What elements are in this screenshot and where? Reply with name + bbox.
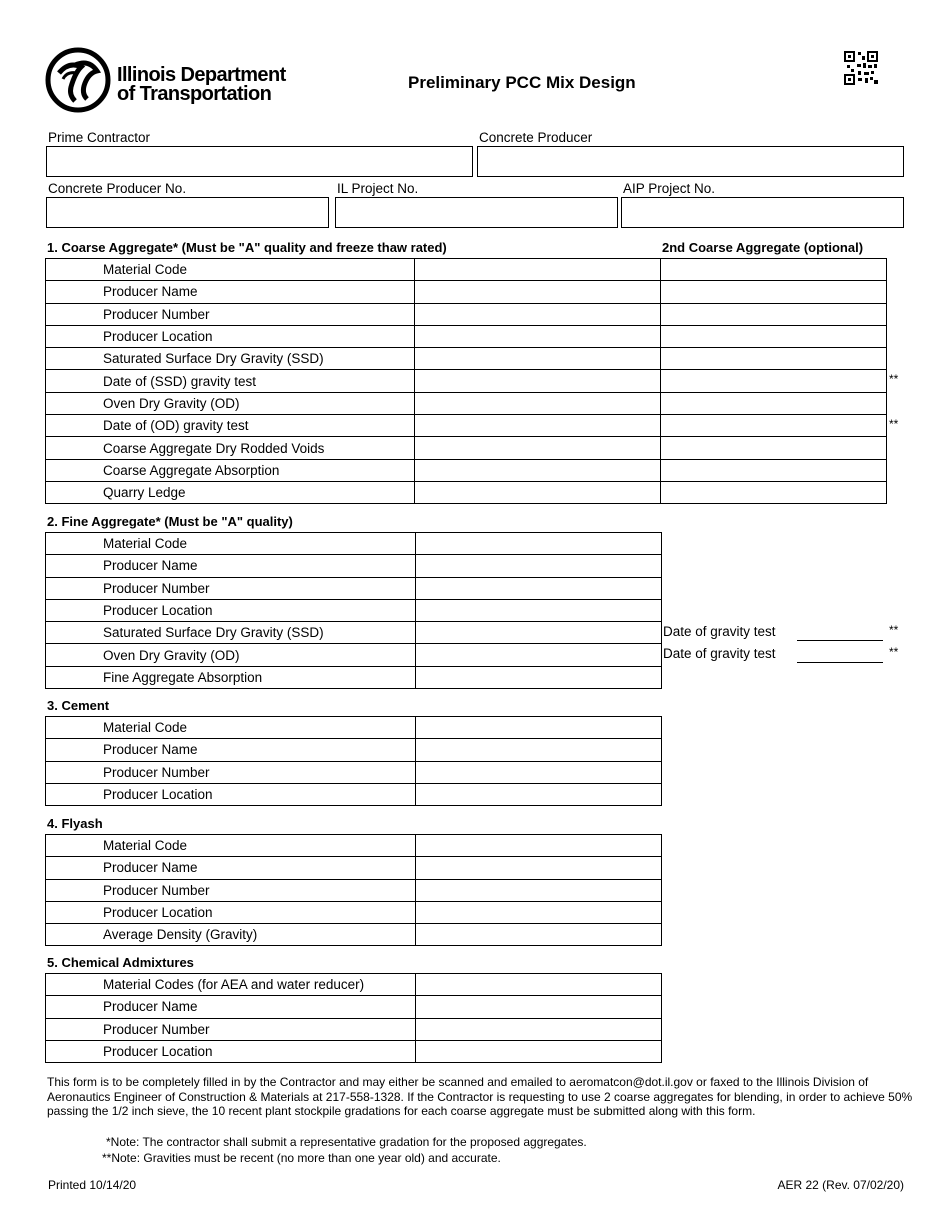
flyash-value-cell[interactable]	[416, 879, 662, 901]
printed-date: Printed 10/14/20	[48, 1178, 137, 1192]
coarse-value-cell[interactable]	[415, 281, 661, 303]
flyash-title: 4. Flyash	[47, 816, 103, 831]
row-label: Fine Aggregate Absorption	[46, 666, 416, 688]
prime-contractor-label: Prime Contractor	[48, 130, 151, 145]
coarse-value-cell[interactable]	[415, 459, 661, 481]
row-label: Producer Number	[46, 303, 415, 325]
il-project-no-field[interactable]	[335, 197, 618, 228]
coarse2-value-cell[interactable]	[661, 437, 887, 459]
cement-table	[45, 716, 662, 806]
row-label: Coarse Aggregate Dry Rodded Voids	[46, 437, 415, 459]
coarse-value-cell[interactable]	[415, 481, 661, 503]
coarse-value-cell[interactable]	[415, 415, 661, 437]
row-label: Producer Number	[46, 761, 416, 783]
fine-aggregate-table	[45, 532, 662, 689]
coarse2-value-cell[interactable]	[661, 259, 887, 281]
concrete-producer-no-label: Concrete Producer No.	[48, 181, 187, 196]
row-label: Date of (SSD) gravity test	[46, 370, 415, 392]
cement-value-cell[interactable]	[416, 717, 662, 739]
table-row	[46, 835, 662, 857]
row-label: Average Density (Gravity)	[46, 924, 416, 946]
gravity-date-label: Date of gravity test	[663, 624, 776, 639]
row-label: Material Code	[46, 259, 415, 281]
table-row	[46, 924, 662, 946]
admix-value-cell[interactable]	[416, 1040, 662, 1062]
aip-project-no-label: AIP Project No.	[623, 181, 716, 196]
aip-project-no-field[interactable]	[621, 197, 904, 228]
table-row	[46, 459, 887, 481]
row-label: Producer Location	[46, 901, 416, 923]
concrete-producer-no-field[interactable]	[46, 197, 329, 228]
coarse2-value-cell[interactable]	[661, 481, 887, 503]
concrete-producer-field[interactable]	[477, 146, 904, 177]
coarse2-value-cell[interactable]	[661, 303, 887, 325]
second-coarse-aggregate-title: 2nd Coarse Aggregate (optional)	[662, 240, 864, 255]
row-label: Material Code	[46, 835, 416, 857]
chemical-admixtures-title: 5. Chemical Admixtures	[47, 955, 194, 970]
row-label: Producer Number	[46, 1018, 416, 1040]
flyash-value-cell[interactable]	[416, 835, 662, 857]
table-row	[46, 1040, 662, 1062]
row-label: Producer Name	[46, 996, 416, 1018]
coarse-value-cell[interactable]	[415, 325, 661, 347]
agency-line-2: of Transportation	[117, 83, 272, 105]
table-row	[46, 325, 887, 347]
table-row	[46, 666, 662, 688]
row-label: Producer Location	[46, 599, 416, 621]
fine-value-cell[interactable]	[416, 622, 662, 644]
table-row	[46, 370, 887, 392]
agency-name	[117, 66, 286, 104]
row-label: Material Codes (for AEA and water reducer)	[46, 974, 416, 996]
coarse-aggregate-title: 1. Coarse Aggregate* (Must be "A" quality and freeze thaw rated)	[47, 240, 447, 255]
note-gravities: **Note: Gravities must be recent (no more than one year old) and accurate.	[102, 1151, 501, 1165]
flyash-table	[45, 834, 662, 946]
concrete-producer-label: Concrete Producer	[479, 130, 593, 145]
gravity-date-field[interactable]	[797, 623, 883, 641]
row-label: Saturated Surface Dry Gravity (SSD)	[46, 622, 416, 644]
table-row	[46, 303, 887, 325]
row-label: Oven Dry Gravity (OD)	[46, 392, 415, 414]
row-label: Producer Location	[46, 1040, 416, 1062]
coarse2-value-cell[interactable]	[661, 325, 887, 347]
fine-value-cell[interactable]	[416, 599, 662, 621]
page-title: Preliminary PCC Mix Design	[408, 73, 636, 92]
coarse2-value-cell[interactable]	[661, 281, 887, 303]
table-row	[46, 533, 662, 555]
note-gradation: *Note: The contractor shall submit a representative gradation for the proposed aggregates.	[106, 1135, 587, 1149]
table-row	[46, 974, 662, 996]
table-row	[46, 555, 662, 577]
table-row	[46, 1018, 662, 1040]
row-label: Producer Location	[46, 325, 415, 347]
fine-value-cell[interactable]	[416, 666, 662, 688]
admix-value-cell[interactable]	[416, 974, 662, 996]
row-label: Producer Number	[46, 879, 416, 901]
table-row	[46, 415, 887, 437]
fine-aggregate-title: 2. Fine Aggregate* (Must be "A" quality)	[47, 514, 293, 529]
row-label: Quarry Ledge	[46, 481, 415, 503]
gravity-date-label: Date of gravity test	[663, 646, 776, 661]
table-row	[46, 599, 662, 621]
table-row	[46, 761, 662, 783]
form-id: AER 22 (Rev. 07/02/20)	[777, 1178, 904, 1192]
row-label: Producer Location	[46, 783, 416, 805]
row-label: Saturated Surface Dry Gravity (SSD)	[46, 348, 415, 370]
table-row	[46, 577, 662, 599]
table-row	[46, 481, 887, 503]
coarse2-value-cell[interactable]	[661, 459, 887, 481]
qr-code-icon	[844, 51, 878, 85]
table-row	[46, 392, 887, 414]
table-row	[46, 644, 662, 666]
cement-value-cell[interactable]	[416, 783, 662, 805]
double-asterisk-mark: **	[889, 417, 899, 431]
table-row	[46, 348, 887, 370]
table-row	[46, 857, 662, 879]
gravity-date-field[interactable]	[797, 645, 883, 663]
coarse2-value-cell[interactable]	[661, 370, 887, 392]
row-label: Producer Name	[46, 555, 416, 577]
table-row	[46, 622, 662, 644]
agency-line-1: Illinois Department	[117, 64, 286, 86]
admix-value-cell[interactable]	[416, 1018, 662, 1040]
flyash-value-cell[interactable]	[416, 924, 662, 946]
fine-value-cell[interactable]	[416, 577, 662, 599]
instructions-paragraph: This form is to be completely filled in by the Contractor and may either be scanned and emailed to aeromatcon@dot.il.gov or faxed to the Illinois Division of Aeronautics Engineer of Construction & Materials at 217-558-1328. If the Contractor is requesting to use 2 coarse aggregates for blending, in order to achieve 50% passing the 1/2 inch sieve, the 10 recent plant stockpile gradations for each coarse aggregate must be submitted along with this form.	[47, 1075, 913, 1118]
coarse-value-cell[interactable]	[415, 348, 661, 370]
coarse-aggregate-table	[45, 258, 887, 504]
fine-value-cell[interactable]	[416, 644, 662, 666]
row-label: Producer Name	[46, 739, 416, 761]
flyash-value-cell[interactable]	[416, 857, 662, 879]
row-label: Oven Dry Gravity (OD)	[46, 644, 416, 666]
row-label: Producer Number	[46, 577, 416, 599]
table-row	[46, 901, 662, 923]
row-label: Date of (OD) gravity test	[46, 415, 415, 437]
chemical-admixtures-table	[45, 973, 662, 1063]
double-asterisk-mark: **	[889, 645, 899, 659]
table-row	[46, 783, 662, 805]
row-label: Producer Name	[46, 857, 416, 879]
coarse-value-cell[interactable]	[415, 392, 661, 414]
admix-value-cell[interactable]	[416, 996, 662, 1018]
coarse-value-cell[interactable]	[415, 303, 661, 325]
cement-value-cell[interactable]	[416, 761, 662, 783]
cement-title: 3. Cement	[47, 698, 110, 713]
idot-logo-icon	[45, 47, 111, 113]
prime-contractor-field[interactable]	[46, 146, 473, 177]
table-row	[46, 437, 887, 459]
coarse-value-cell[interactable]	[415, 437, 661, 459]
table-row	[46, 996, 662, 1018]
table-row	[46, 717, 662, 739]
coarse-value-cell[interactable]	[415, 370, 661, 392]
row-label: Material Code	[46, 533, 416, 555]
table-row	[46, 259, 887, 281]
coarse2-value-cell[interactable]	[661, 392, 887, 414]
table-row	[46, 739, 662, 761]
fine-value-cell[interactable]	[416, 555, 662, 577]
coarse2-value-cell[interactable]	[661, 415, 887, 437]
fine-value-cell[interactable]	[416, 533, 662, 555]
double-asterisk-mark: **	[889, 372, 899, 386]
row-label: Material Code	[46, 717, 416, 739]
coarse2-value-cell[interactable]	[661, 348, 887, 370]
row-label: Coarse Aggregate Absorption	[46, 459, 415, 481]
row-label: Producer Name	[46, 281, 415, 303]
cement-value-cell[interactable]	[416, 739, 662, 761]
flyash-value-cell[interactable]	[416, 901, 662, 923]
double-asterisk-mark: **	[889, 623, 899, 637]
table-row	[46, 281, 887, 303]
coarse-value-cell[interactable]	[415, 259, 661, 281]
table-row	[46, 879, 662, 901]
il-project-no-label: IL Project No.	[337, 181, 419, 196]
